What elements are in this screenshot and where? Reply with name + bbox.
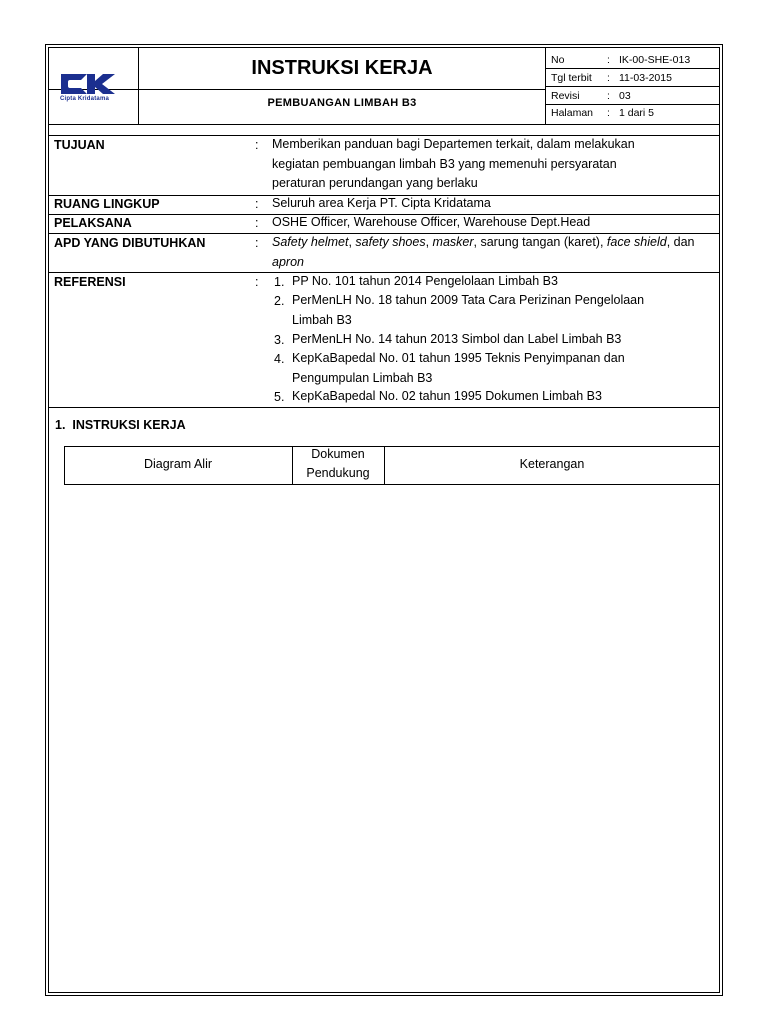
text-sep: , — [348, 235, 356, 249]
meta-revisi — [551, 90, 631, 102]
table-header-dokumen — [292, 445, 384, 483]
colon: : — [255, 216, 259, 230]
table-header-keterangan: Keterangan — [519, 457, 585, 471]
text-line: Memberikan panduan bagi Departemen terkait, dalam melakukan — [272, 137, 635, 151]
colon: : — [255, 138, 259, 152]
text-line: kegiatan pembuangan limbah B3 yang memenuhi persyaratan — [272, 156, 617, 171]
meta-colon: : — [607, 90, 610, 102]
info-row-rule — [48, 407, 720, 408]
apd-value — [272, 233, 702, 272]
meta-value: 11-03-2015 — [619, 72, 672, 84]
colon: : — [255, 236, 259, 250]
document-title: INSTRUKSI KERJA — [251, 57, 433, 79]
logo-caption: Cipta Kridatama — [60, 96, 110, 102]
apd-item: safety shoes — [355, 235, 426, 249]
ref-number: 1. — [274, 275, 285, 289]
table-rule — [64, 446, 720, 447]
apd-item: Safety helmet — [272, 235, 349, 249]
text-line: Dokumen — [311, 447, 365, 461]
ref-number: 2. — [274, 294, 285, 308]
ruang-lingkup-value: Seluruh area Kerja PT. Cipta Kridatama — [272, 196, 491, 210]
pelaksana-label: PELAKSANA — [54, 216, 132, 230]
meta-tgl-terbit — [551, 72, 672, 84]
apd-item: face shield — [606, 235, 667, 249]
text-line: PP No. 101 tahun 2014 Pengelolaan Limbah B3 — [292, 274, 558, 288]
header-bottom-rule — [48, 124, 720, 125]
meta-divider — [545, 68, 720, 69]
table-header-diagram: Diagram Alir — [143, 457, 213, 471]
text-line: Pengumpulan Limbah B3 — [292, 370, 433, 385]
text-sep: , sarung tangan (karet), — [473, 235, 607, 249]
meta-no — [551, 54, 690, 66]
meta-value: 03 — [619, 90, 631, 102]
header-divider — [138, 89, 545, 90]
meta-colon: : — [607, 72, 610, 84]
text-line: PerMenLH No. 18 tahun 2009 Tata Cara Perizinan Pengelolaan — [292, 293, 645, 307]
text-line: peraturan perundangan yang berlaku — [272, 176, 478, 190]
text-line: Limbah B3 — [292, 312, 352, 327]
ref-item — [292, 272, 712, 292]
table-rule — [64, 484, 720, 485]
section-title: INSTRUKSI KERJA — [72, 418, 186, 432]
ref-item — [292, 330, 712, 350]
meta-label: Revisi — [551, 90, 580, 102]
apd-item: apron — [272, 254, 304, 269]
meta-colon: : — [607, 107, 610, 119]
meta-divider — [545, 86, 720, 87]
text-line: PerMenLH No. 14 tahun 2013 Simbol dan Label Limbah B3 — [292, 332, 622, 346]
ruang-lingkup-label: RUANG LINGKUP — [54, 197, 160, 211]
apd-label: APD YANG DIBUTUHKAN — [54, 236, 206, 250]
colon: : — [255, 197, 259, 211]
ref-number: 3. — [274, 333, 285, 347]
meta-label: No — [551, 54, 565, 66]
meta-value: IK-00-SHE-013 — [619, 54, 691, 66]
meta-colon: : — [607, 54, 610, 66]
apd-item: masker — [432, 235, 474, 249]
meta-divider — [545, 104, 720, 105]
text-line: Pendukung — [306, 466, 370, 480]
tujuan-value — [272, 135, 712, 194]
ref-number: 5. — [274, 390, 285, 404]
section-heading — [55, 418, 186, 432]
ref-item — [292, 349, 712, 388]
text-line: KepKaBapedal No. 01 tahun 1995 Teknis Penyimpanan dan — [292, 351, 625, 365]
text-line: KepKaBapedal No. 02 tahun 1995 Dokumen Limbah B3 — [292, 389, 602, 403]
meta-value: 1 dari 5 — [619, 107, 655, 119]
section-number: 1. — [55, 418, 66, 432]
colon: : — [255, 275, 259, 289]
ref-item — [292, 387, 712, 407]
tujuan-label: TUJUAN — [54, 138, 105, 152]
meta-label: Halaman — [551, 107, 594, 119]
document-subtitle: PEMBUANGAN LIMBAH B3 — [267, 97, 417, 109]
pelaksana-value: OSHE Officer, Warehouse Officer, Warehouse Dept.Head — [272, 215, 591, 229]
ref-number: 4. — [274, 352, 285, 366]
referensi-label: REFERENSI — [54, 275, 126, 289]
meta-label: Tgl terbit — [551, 72, 592, 84]
meta-halaman — [551, 107, 654, 119]
text-sep: , — [425, 235, 433, 249]
ref-item — [292, 291, 712, 330]
text-sep: , dan — [666, 235, 695, 249]
